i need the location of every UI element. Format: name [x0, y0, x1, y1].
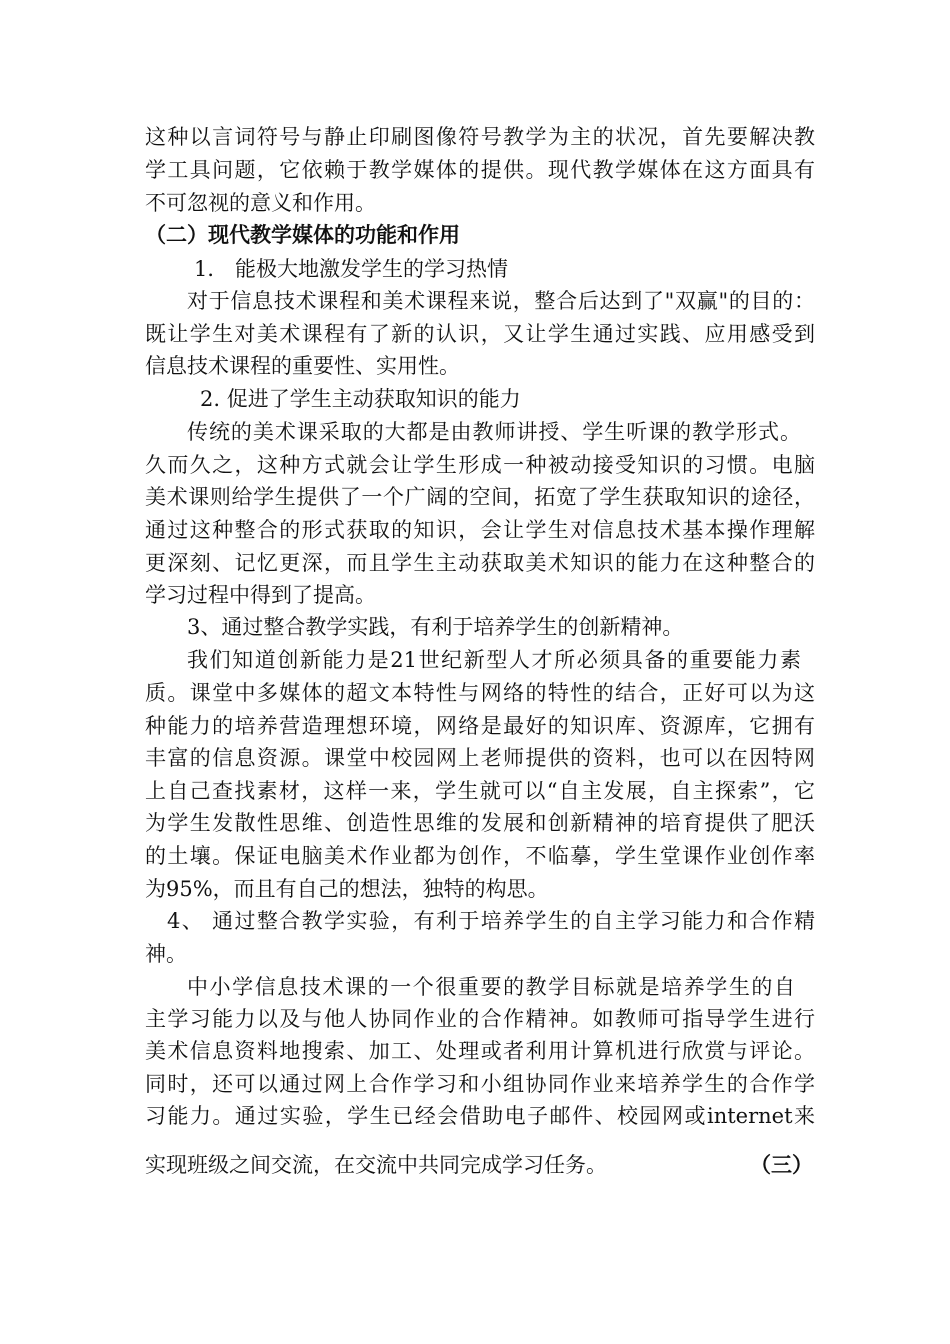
paragraph-line: 种能力的培养营造理想环境，网络是最好的知识库、资源库，它拥有: [145, 714, 815, 738]
paragraph-line: 习能力。通过实验，学生已经会借助电子邮件、校园网或internet来: [145, 1104, 815, 1128]
paragraph-line: 的土壤。保证电脑美术作业都为创作，不临摹，学生堂课作业创作率: [145, 844, 815, 868]
paragraph-line: 信息技术课程的重要性、实用性。: [145, 354, 460, 378]
paragraph-line: 质。课堂中多媒体的超文本特性与网络的特性的结合，正好可以为这: [145, 681, 815, 705]
paragraph-line: 为学生发散性思维、创造性思维的发展和创新精神的培育提供了肥沃: [145, 811, 815, 835]
next-section-heading: （三）: [750, 1152, 813, 1177]
paragraph-line: 神。: [145, 942, 187, 966]
paragraph-line: 久而久之，这种方式就会让学生形成一种被动接受知识的习惯。电脑: [145, 453, 815, 477]
paragraph-line: 美术信息资料地搜索、加工、处理或者利用计算机进行欣赏与评论。: [145, 1039, 815, 1063]
paragraph-line: 美术课则给学生提供了一个广阔的空间，拓宽了学生获取知识的途径，: [145, 485, 815, 509]
paragraph-line: 我们知道创新能力是21世纪新型人才所必须具备的重要能力素: [187, 648, 801, 672]
paragraph-line: 学工具问题，它依赖于教学媒体的提供。现代教学媒体在这方面具有: [145, 158, 815, 182]
subsection-heading: 4、 通过整合教学实验，有利于培养学生的自主学习能力和合作精: [167, 909, 815, 933]
paragraph-line: 对于信息技术课程和美术课程来说，整合后达到了"双赢"的目的：: [187, 289, 815, 313]
subsection-heading: 2. 促进了学生主动获取知识的能力: [200, 387, 521, 411]
paragraph-line: 通过这种整合的形式获取的知识，会让学生对信息技术基本操作理解: [145, 518, 815, 542]
paragraph-line: 不可忽视的意义和作用。: [145, 191, 376, 215]
paragraph-line: 主学习能力以及与他人协同作业的合作精神。如教师可指导学生进行: [145, 1007, 815, 1031]
section-heading: （二）现代教学媒体的功能和作用: [145, 222, 460, 247]
paragraph-line: 这种以言词符号与静止印刷图像符号教学为主的状况，首先要解决教: [145, 125, 815, 149]
paragraph-line: 学习过程中得到了提高。: [145, 583, 376, 607]
subsection-heading: 3、通过整合教学实践，有利于培养学生的创新精神。: [187, 615, 684, 639]
paragraph-line: 更深刻、记忆更深，而且学生主动获取美术知识的能力在这种整合的: [145, 551, 815, 575]
paragraph-line: 既让学生对美术课程有了新的认识，又让学生通过实践、应用感受到: [145, 322, 815, 346]
subsection-heading: 1． 能极大地激发学生的学习热情: [194, 257, 509, 281]
paragraph-line: 实现班级之间交流，在交流中共同完成学习任务。: [145, 1153, 607, 1177]
paragraph-line: 同时，还可以通过网上合作学习和小组协同作业来培养学生的合作学: [145, 1072, 815, 1096]
paragraph-line: 上自己查找素材，这样一来，学生就可以“自主发展，自主探索”，它: [145, 779, 815, 803]
paragraph-line: 为95%，而且有自己的想法，独特的构思。: [145, 877, 549, 901]
paragraph-line: 传统的美术课采取的大都是由教师讲授、学生听课的教学形式。: [187, 420, 801, 444]
paragraph-line: 中小学信息技术课的一个很重要的教学目标就是培养学生的自: [187, 975, 795, 999]
paragraph-line: 丰富的信息资源。课堂中校园网上老师提供的资料，也可以在因特网: [145, 746, 815, 770]
